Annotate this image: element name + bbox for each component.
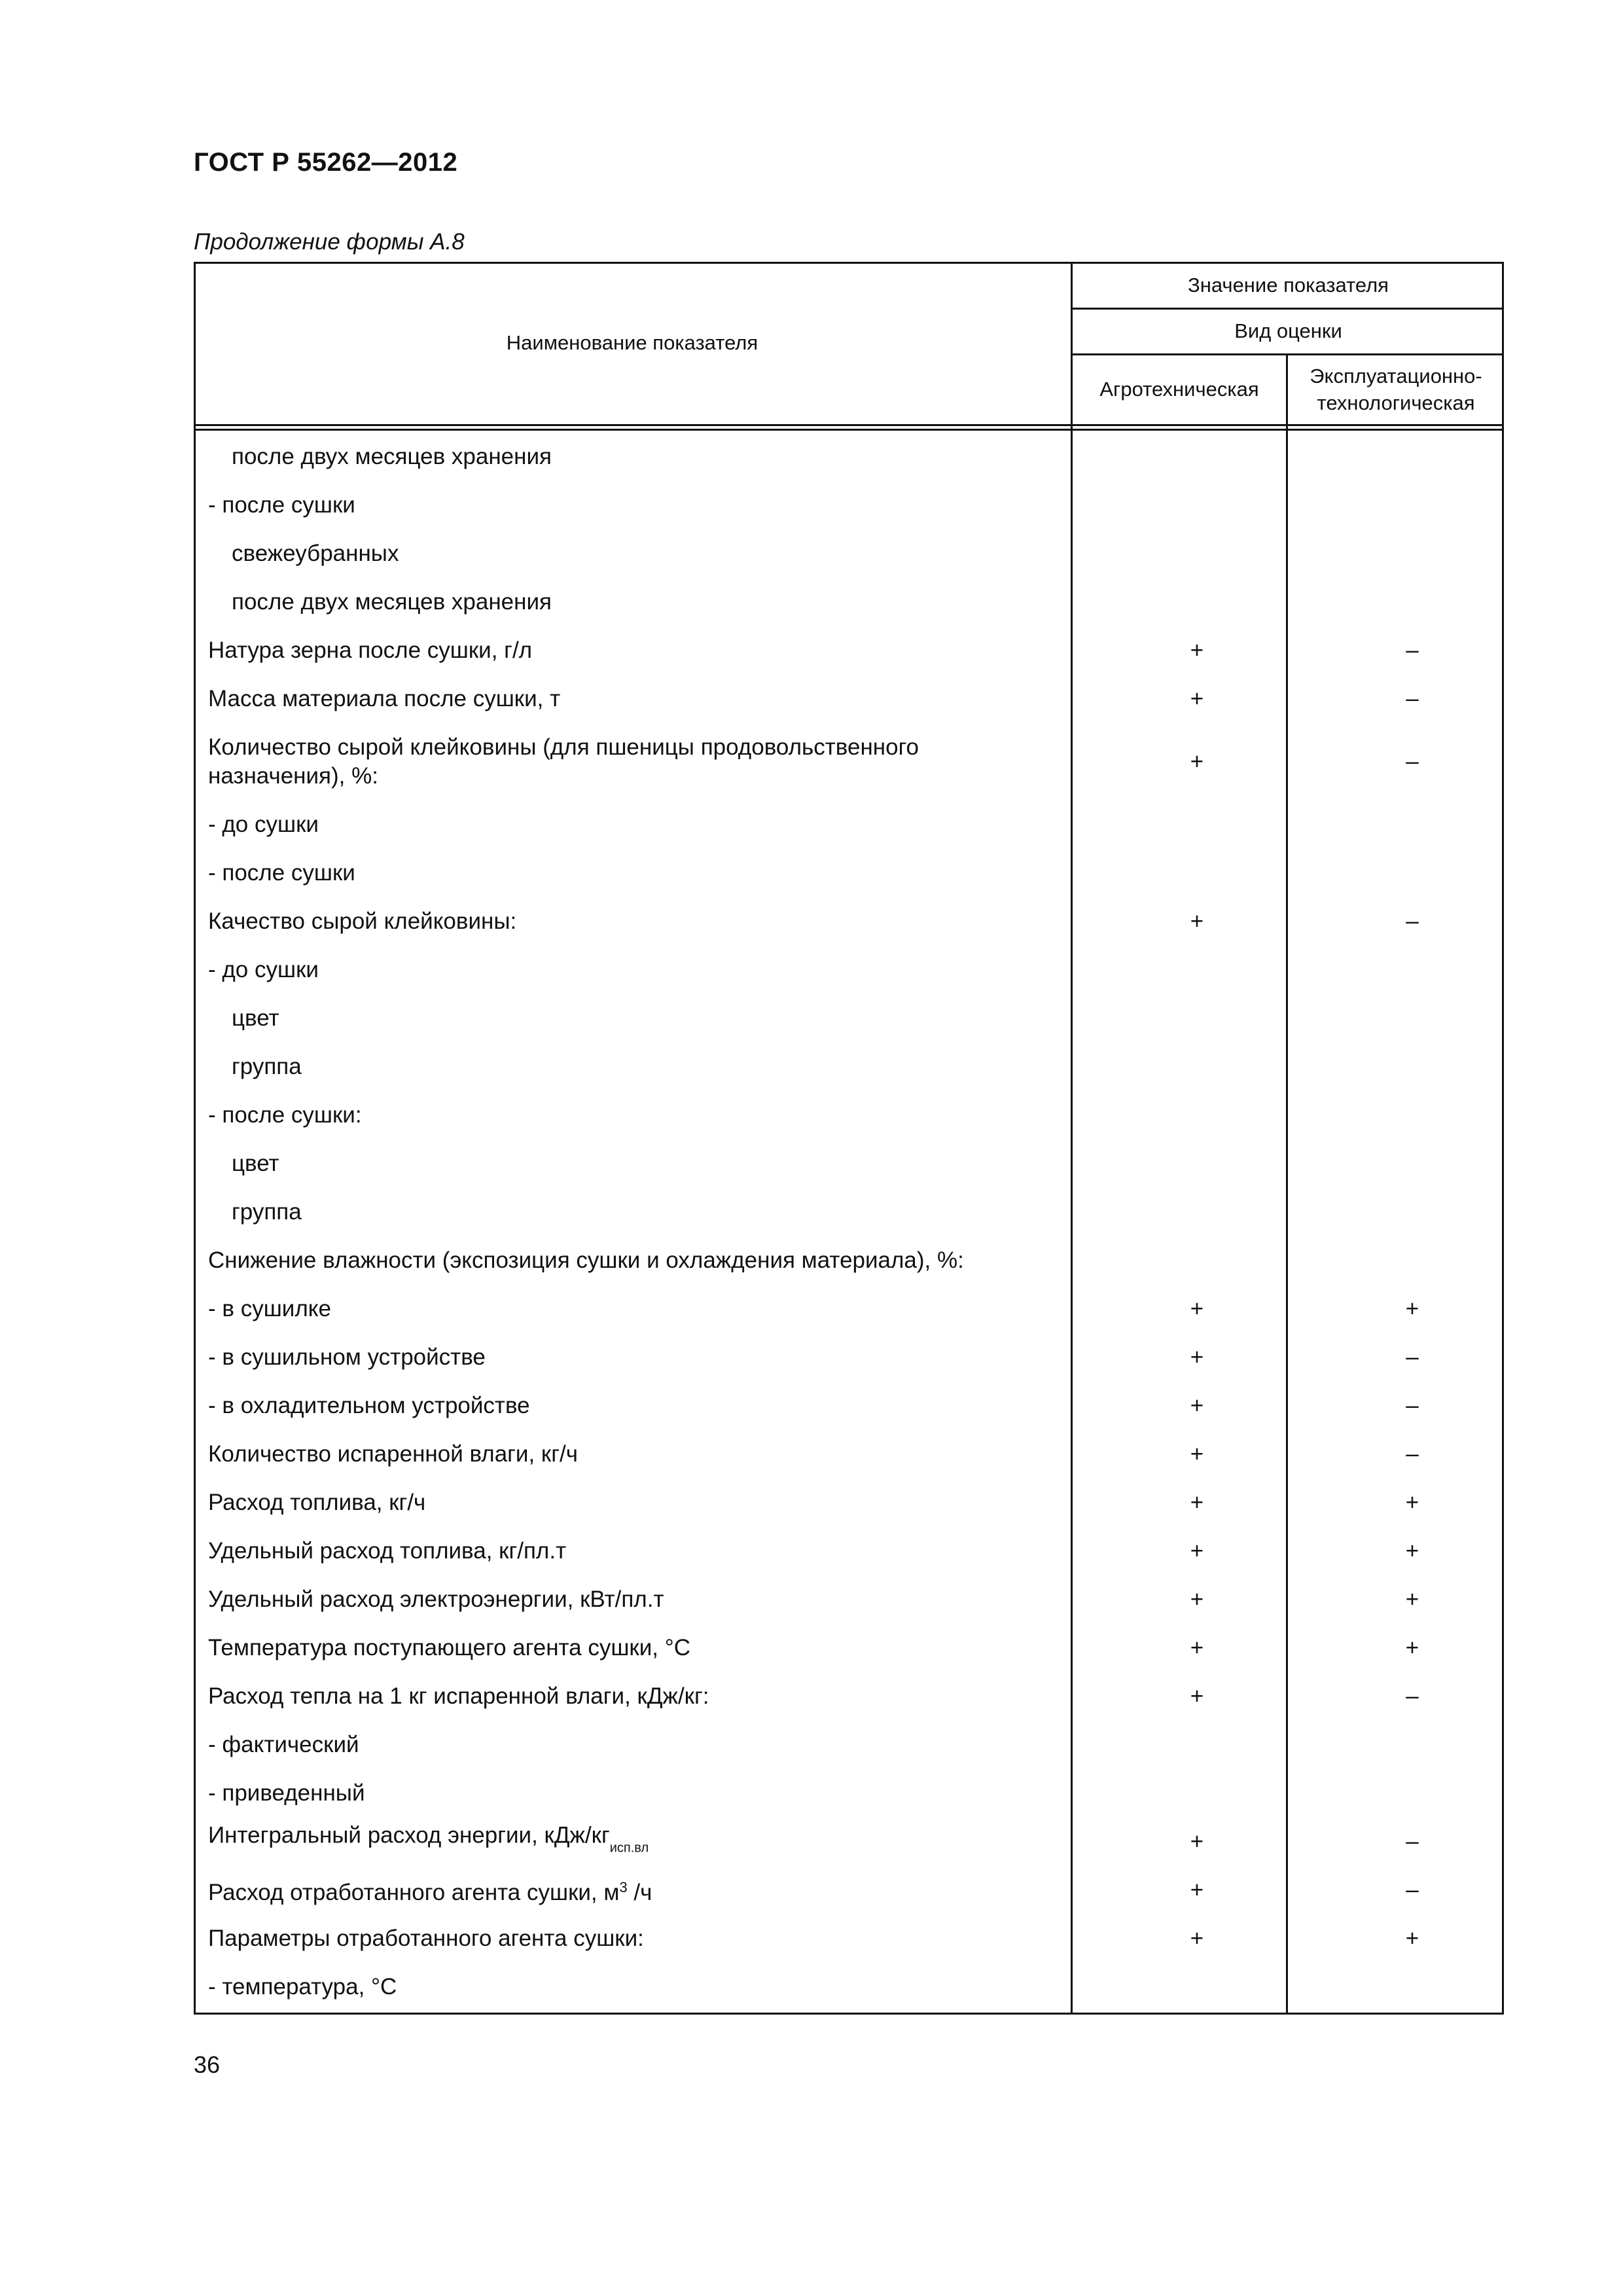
operational-mark: + [1405,1926,1419,1951]
table-row [194,994,1504,1043]
indicator-name [208,1101,1059,1130]
header-bottom-rule [194,424,1504,426]
indicator-name [208,1779,1059,1808]
indicator-text: Снижение влажности (экспозиция сушки и охлаждения материала), %: [208,1247,964,1273]
operational-mark: + [1405,1538,1419,1564]
agrotechnical-mark: + [1190,1441,1204,1467]
agrotechnical-mark: + [1190,1490,1204,1515]
table-row [194,946,1504,994]
indicator-name [232,1149,1082,1178]
operational-mark: – [1406,1829,1419,1854]
indicator-text: группа [232,1054,302,1079]
header-operational [1288,355,1504,424]
indicator-text: - в охладительном устройстве [208,1393,530,1418]
agrotechnical-mark: + [1190,637,1204,663]
table-row [194,1575,1504,1624]
indicator-name [208,1440,1059,1469]
table-row [194,1818,1504,1866]
table-row [194,578,1504,626]
header-indicator-name: Наименование показателя [506,331,758,354]
indicator-text: после двух месяцев хранения [232,589,552,615]
unit-subscript: исп.вл [609,1840,649,1856]
indicator-name [232,442,1082,471]
indicator-name [208,1731,1059,1759]
table-caption: Продолжение формы А.8 [194,229,465,255]
indicator-text: Количество испаренной влаги, кг/ч [208,1441,578,1467]
header-indicator-value: Значение показателя [1188,274,1389,297]
indicator-text: группа [232,1199,302,1225]
table-row [194,1139,1504,1188]
indicator-name [208,1488,1059,1517]
indicator-text: Удельный расход топлива, кг/пл.т [208,1538,567,1564]
unit-suffix: /ч [627,1880,652,1905]
indicator-text: Расход топлива, кг/ч [208,1490,426,1515]
operational-mark: – [1406,1683,1419,1709]
table-row [194,529,1504,578]
indicator-name [208,685,1059,713]
indicator-name [208,1973,1059,2001]
indicator-text: - в сушильном устройстве [208,1344,486,1370]
indicator-text: Масса материала после сушки, т [208,686,561,711]
table-row [194,849,1504,897]
indicator-name [232,588,1082,617]
indicator-name [208,907,1059,936]
table-row [194,626,1504,675]
operational-mark: + [1405,1296,1419,1321]
operational-mark: – [1406,749,1419,774]
agrotechnical-mark: + [1190,749,1204,774]
table-row [194,1672,1504,1721]
indicator-name [208,1295,1059,1323]
indicator-text: - до сушки [208,957,319,982]
indicator-name [232,1052,1082,1081]
indicator-text: Интегральный расход энергии, кДж/кг [208,1822,610,1848]
table-row [194,1382,1504,1430]
agrotechnical-mark: + [1190,908,1204,934]
table-row [194,1769,1504,1818]
operational-mark: – [1406,1877,1419,1903]
operational-mark: – [1406,1441,1419,1467]
table-row [194,723,1504,800]
indicator-text: Расход отработанного агента сушки, м [208,1880,620,1905]
header-bottom-rule [194,429,1504,431]
agrotechnical-mark: + [1190,1587,1204,1612]
table-row [194,1188,1504,1236]
indicator-text: Температура поступающего агента сушки, °С [208,1635,691,1660]
agrotechnical-mark: + [1190,1538,1204,1564]
indicator-name [208,733,1059,791]
table-row [194,800,1504,849]
indicator-name [232,1004,1082,1033]
indicator-text: - после сушки: [208,1102,362,1128]
header-agrotechnical: Агротехническая [1099,378,1259,401]
table-row [194,1479,1504,1527]
indicator-text: - в сушилке [208,1296,331,1321]
agrotechnical-mark: + [1190,1344,1204,1370]
indicator-name [208,956,1059,984]
table-row [194,1866,1504,1914]
table-row [194,897,1504,946]
agrotechnical-mark: + [1190,1296,1204,1321]
indicator-text: Удельный расход электроэнергии, кВт/пл.т [208,1587,664,1612]
operational-mark: + [1405,1490,1419,1515]
indicator-text: свежеубранных [232,541,399,566]
table-row [194,675,1504,723]
table-row [194,1043,1504,1091]
indicator-text: цвет [232,1151,279,1176]
operational-mark: – [1406,637,1419,663]
indicator-name [208,1682,1059,1711]
header-assessment-type: Вид оценки [1234,319,1342,343]
indicator-text: Расход тепла на 1 кг испаренной влаги, кДж/кг: [208,1683,709,1709]
operational-mark: – [1406,1393,1419,1418]
table-row [194,1963,1504,2011]
indicator-name [208,1873,1059,1907]
agrotechnical-mark: + [1190,1877,1204,1903]
page-number: 36 [194,2051,221,2078]
header-operational-line2: технологическая [1317,391,1475,414]
unit-superscript: 3 [619,1879,628,1895]
agrotechnical-mark: + [1190,1635,1204,1660]
indicator-name [232,539,1082,568]
indicator-text: - до сушки [208,812,319,837]
indicator-name [208,1634,1059,1662]
indicator-name [208,1821,1059,1863]
indicator-text: - температура, °С [208,1974,397,2000]
indicator-text: - фактический [208,1732,359,1757]
agrotechnical-mark: + [1190,1393,1204,1418]
indicator-text: Количество сырой клейковины (для пшеницы продовольственного назначения), %: [208,734,919,789]
indicator-name [208,1585,1059,1614]
table-row [194,433,1504,481]
indicator-name [208,1343,1059,1372]
agrotechnical-mark: + [1190,1829,1204,1854]
indicator-name [232,1198,1082,1227]
table-row [194,1236,1504,1285]
table-row [194,1091,1504,1139]
agrotechnical-mark: + [1190,1926,1204,1951]
indicator-name [208,1924,1059,1953]
operational-mark: + [1405,1587,1419,1612]
table-row [194,1285,1504,1333]
operational-mark: – [1406,1344,1419,1370]
indicator-name [208,859,1059,888]
indicator-name [208,491,1059,520]
indicator-name [208,1391,1059,1420]
indicator-text: Качество сырой клейковины: [208,908,517,934]
indicator-name [208,636,1059,665]
header-operational-line1: Эксплуатационно- [1310,365,1482,388]
table-row [194,1527,1504,1575]
indicator-name [208,1246,1059,1275]
agrotechnical-mark: + [1190,686,1204,711]
indicator-text: после двух месяцев хранения [232,444,552,469]
table-row [194,1624,1504,1672]
indicator-name [208,810,1059,839]
indicator-text: Натура зерна после сушки, г/л [208,637,533,663]
indicator-text: - после сушки [208,492,355,518]
table-row [194,1914,1504,1963]
operational-mark: – [1406,908,1419,934]
operational-mark: – [1406,686,1419,711]
indicator-name [208,1537,1059,1566]
indicator-text: цвет [232,1005,279,1031]
table-row [194,1430,1504,1479]
table-row [194,1721,1504,1769]
agrotechnical-mark: + [1190,1683,1204,1709]
indicator-text: Параметры отработанного агента сушки: [208,1926,644,1951]
indicator-text: - приведенный [208,1780,365,1806]
operational-mark: + [1405,1635,1419,1660]
table-row [194,1333,1504,1382]
document-header: ГОСТ Р 55262—2012 [194,148,458,177]
indicator-text: - после сушки [208,860,355,886]
table-row [194,481,1504,529]
